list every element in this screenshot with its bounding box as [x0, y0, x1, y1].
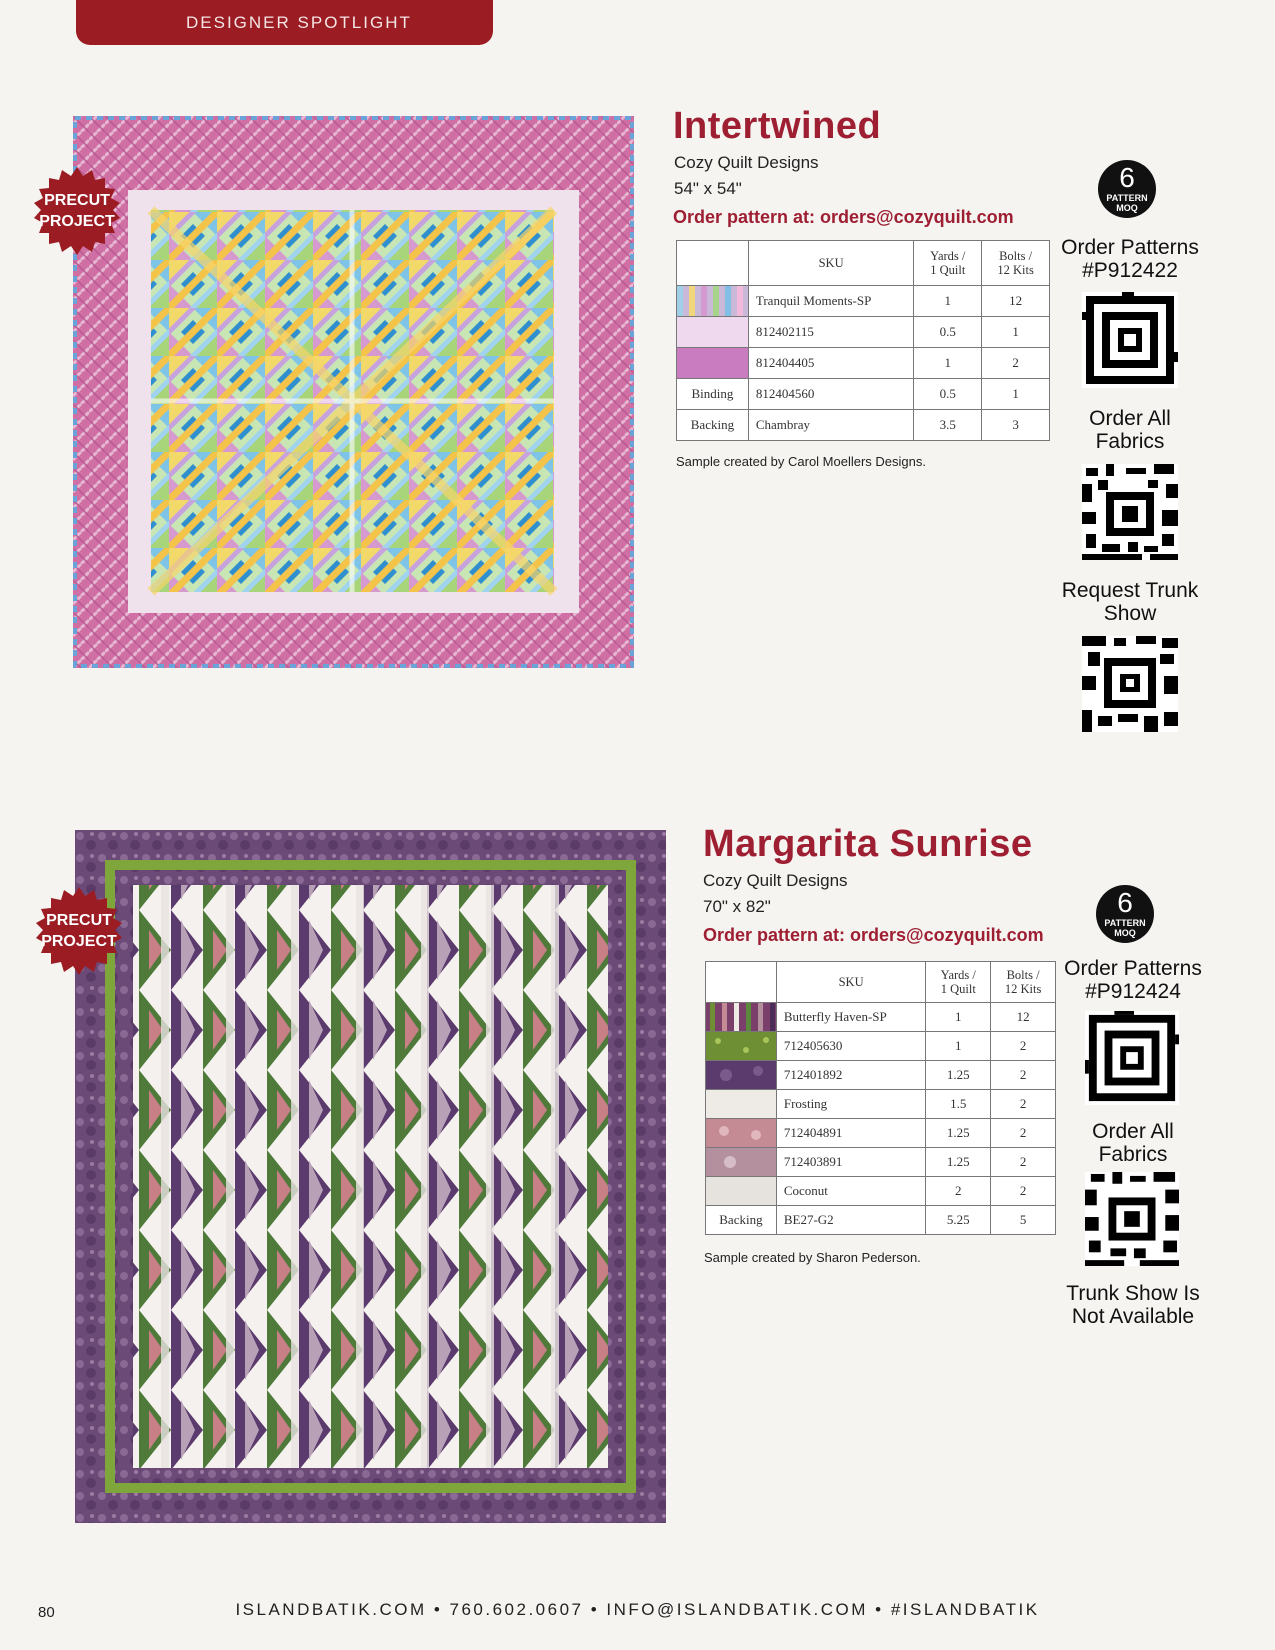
section-tab: [76, 0, 493, 45]
fabric-swatch: [706, 1061, 777, 1090]
fabric-swatch: [706, 1090, 777, 1119]
header-bolts: Bolts / 12 Kits: [991, 962, 1056, 1003]
header-yards: Yards / 1 Quilt: [914, 241, 982, 286]
table-row: [706, 1177, 1056, 1206]
moq-number: 6: [1119, 162, 1135, 193]
bolts-cell: 12: [982, 286, 1050, 317]
order-pattern-link[interactable]: Order pattern at: orders@cozyquilt.com: [703, 925, 1044, 945]
bolts-cell: 12: [991, 1003, 1056, 1032]
table-row: [677, 317, 1050, 348]
sku-cell: Frosting: [776, 1090, 926, 1119]
bolts-cell: 1: [982, 379, 1050, 410]
badge-line2: PROJECT: [39, 213, 115, 230]
header-yards: Yards / 1 Quilt: [926, 962, 991, 1003]
bolts-cell: 2: [991, 1148, 1056, 1177]
fabric-swatch: [706, 1177, 777, 1206]
badge-line2: PROJECT: [41, 933, 117, 950]
fabric-swatch: [706, 1119, 777, 1148]
sku-cell: 812404560: [748, 379, 914, 410]
pattern-moq-badge: [1096, 885, 1154, 943]
moq-line1: PATTERN: [1104, 918, 1146, 928]
page-number: 80: [38, 1604, 55, 1621]
yards-cell: 1.25: [926, 1148, 991, 1177]
sku-cell: BE27-G2: [776, 1206, 926, 1235]
fabric-swatch: [706, 1032, 777, 1061]
pattern-moq-badge: [1098, 160, 1156, 218]
sample-note: Sample created by Sharon Pederson.: [704, 1250, 921, 1265]
yards-cell: 1.25: [926, 1119, 991, 1148]
table-row: [706, 1032, 1056, 1061]
bolts-cell: 1: [982, 317, 1050, 348]
yards-cell: 3.5: [914, 410, 982, 441]
table-row: [706, 1090, 1056, 1119]
order-pattern-link[interactable]: Order pattern at: orders@cozyquilt.com: [673, 207, 1014, 227]
header-bolts: Bolts / 12 Kits: [982, 241, 1050, 286]
yards-cell: 2: [926, 1177, 991, 1206]
yards-cell: 1.25: [926, 1061, 991, 1090]
sku-cell: Chambray: [748, 410, 914, 441]
sku-cell: Tranquil Moments-SP: [748, 286, 914, 317]
sample-note: Sample created by Carol Moellers Designs.: [676, 454, 926, 469]
qr-label-trunk-show: Request Trunk Show: [1061, 579, 1199, 625]
bolts-cell: 5: [991, 1206, 1056, 1235]
table-row: [677, 286, 1050, 317]
quilt-image-margarita-sunrise: [75, 830, 666, 1523]
fabric-swatch: [706, 1148, 777, 1177]
yards-cell: 1: [914, 348, 982, 379]
yards-cell: 1: [926, 1003, 991, 1032]
yards-cell: 1: [926, 1032, 991, 1061]
fabric-table-2: [705, 961, 1056, 1235]
bolts-cell: 3: [982, 410, 1050, 441]
table-row: [677, 379, 1050, 410]
bolts-cell: 2: [991, 1177, 1056, 1206]
sku-cell: 812404405: [748, 348, 914, 379]
moq-line1: PATTERN: [1106, 193, 1148, 203]
qr-code-order-fabrics[interactable]: [1085, 1172, 1179, 1266]
table-header-row: [677, 241, 1050, 286]
quilt-size: 70" x 82": [703, 897, 771, 916]
designer-name: Cozy Quilt Designs: [703, 871, 848, 890]
qr-code-order-patterns[interactable]: [1082, 292, 1178, 388]
bolts-cell: 2: [991, 1032, 1056, 1061]
qr-code-order-patterns[interactable]: [1085, 1011, 1179, 1105]
header-sku: SKU: [776, 962, 926, 1003]
qr-label-order-patterns: Order Patterns #P912422: [1061, 236, 1199, 282]
yards-cell: 0.5: [914, 317, 982, 348]
sku-cell: 712401892: [776, 1061, 926, 1090]
table-row: [706, 1148, 1056, 1177]
precut-badge: [32, 887, 126, 981]
qr-label-order-fabrics: Order All Fabrics: [1089, 407, 1171, 453]
section-tab-label: DESIGNER SPOTLIGHT: [186, 12, 412, 32]
yards-cell: 1.5: [926, 1090, 991, 1119]
table-row: [706, 1119, 1056, 1148]
fabric-swatch: [706, 1003, 777, 1032]
precut-badge: [30, 167, 124, 261]
table-header-row: [706, 962, 1056, 1003]
qr-code-trunk-show[interactable]: [1082, 636, 1178, 732]
footer-contact: ISLANDBATIK.COM • 760.602.0607 • INFO@ISLANDBATIK.COM • #ISLANDBATIK: [235, 1600, 1040, 1619]
table-row: [677, 348, 1050, 379]
quilt-image-intertwined: [73, 116, 634, 668]
table-row: [706, 1003, 1056, 1032]
project-title: Margarita Sunrise: [703, 823, 1033, 865]
sku-cell: 712404891: [776, 1119, 926, 1148]
row-label: Backing: [677, 410, 749, 441]
table-row: [706, 1206, 1056, 1235]
designer-name: Cozy Quilt Designs: [674, 153, 819, 172]
moq-line2: MOQ: [1116, 203, 1138, 213]
sku-cell: 712403891: [776, 1148, 926, 1177]
yards-cell: 5.25: [926, 1206, 991, 1235]
sku-cell: 812402115: [748, 317, 914, 348]
badge-line1: PRECUT: [46, 912, 112, 929]
row-label: Backing: [706, 1206, 777, 1235]
project-title: Intertwined: [673, 105, 882, 147]
fabric-swatch: [677, 286, 749, 317]
bolts-cell: 2: [991, 1090, 1056, 1119]
sku-cell: 712405630: [776, 1032, 926, 1061]
moq-number: 6: [1117, 887, 1133, 918]
bolts-cell: 2: [982, 348, 1050, 379]
badge-line1: PRECUT: [44, 192, 110, 209]
fabric-swatch: [677, 317, 749, 348]
bolts-cell: 2: [991, 1119, 1056, 1148]
qr-label-order-patterns: Order Patterns #P912424: [1064, 957, 1202, 1003]
qr-label-trunk-show: Trunk Show Is Not Available: [1066, 1282, 1200, 1328]
sku-cell: Coconut: [776, 1177, 926, 1206]
row-label: Binding: [677, 379, 749, 410]
yards-cell: 1: [914, 286, 982, 317]
yards-cell: 0.5: [914, 379, 982, 410]
fabric-swatch: [677, 348, 749, 379]
qr-code-order-fabrics[interactable]: [1082, 464, 1178, 560]
header-sku: SKU: [748, 241, 914, 286]
table-row: [677, 410, 1050, 441]
sku-cell: Butterfly Haven-SP: [776, 1003, 926, 1032]
quilt-size: 54" x 54": [674, 179, 742, 198]
qr-label-order-fabrics: Order All Fabrics: [1092, 1120, 1174, 1166]
moq-line2: MOQ: [1114, 928, 1136, 938]
table-row: [706, 1061, 1056, 1090]
bolts-cell: 2: [991, 1061, 1056, 1090]
fabric-table-1: [676, 240, 1050, 441]
